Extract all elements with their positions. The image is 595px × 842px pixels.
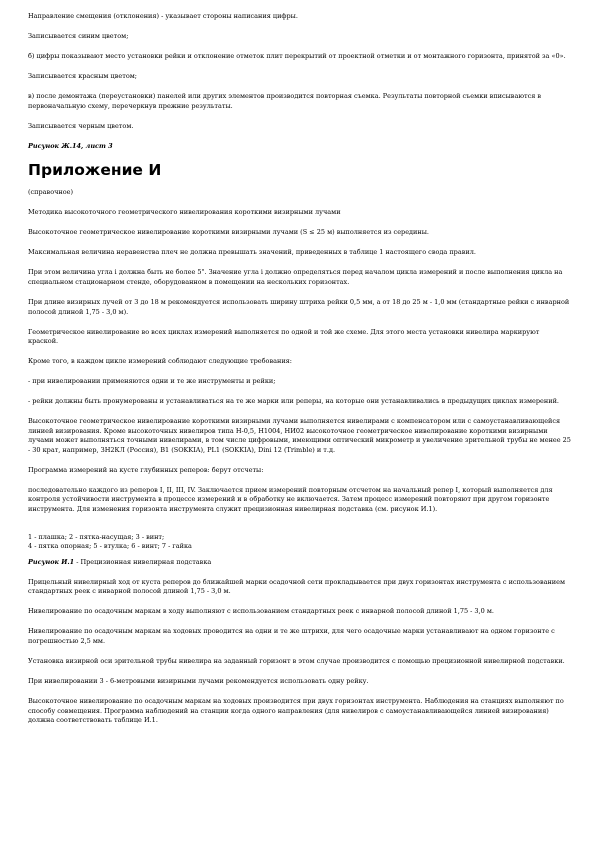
figure-caption-zh14: Рисунок Ж.14, лист 3: [28, 141, 113, 150]
paragraph: При этом величина угла i должна быть не более 5". Значение угла i должно определяться перед началом цикла измерений и после выполнения цикла на специальном стационарном стенде, оборудованном в помещении на нескольких горизонтах.: [28, 268, 563, 287]
figure-caption-i1: [28, 558, 571, 568]
paragraph: - при нивелировании применяются одни и те же инструменты и рейки;: [28, 377, 276, 386]
text-line-4: Записывается красным цветом;: [28, 71, 137, 80]
figure-caption-i1-label: Рисунок И.1: [28, 557, 75, 566]
text-line-6: Записывается черным цветом.: [28, 121, 134, 130]
paragraph: Программа измерений на кусте глубинных реперов: берут отсчеты:: [28, 465, 264, 474]
paragraph: Прицельный нивелирный ход от куста реперов до ближайшей марки осадочной сети прокладывается при двух горизонтах инструмента с использованием стандартных реек с инварной полосой длиной 1,75 - 3,0 м.: [28, 577, 566, 596]
paragraph: последовательно каждого из реперов I, II, III, IV. Заключается прием измерений повторным отсчетом на начальный репер I, который выполняется для контроля устойчивости инструмента в процессе измерений и в обработку не включается. Затем процесс измерений повторяют при другом горизонте инструмента. Для изменения горизонта инструмента служит прецизионная нивелирная подставка (см. рисунок И.1).: [28, 485, 553, 514]
paragraph: Максимальная величина неравенства плеч не должна превышать значений, приведенных в таблице 1 настоящего свода правил.: [28, 248, 476, 257]
paragraph: Геометрическое нивелирование во всех циклах измерений выполняется по одной и той же схеме. Для этого места установки нивелира маркируют краской.: [28, 327, 540, 346]
appendix-heading: Приложение И: [28, 161, 162, 180]
method-title: Методика высокоточного геометрического нивелирования короткими визирными лучами: [28, 208, 341, 217]
paragraph: Установка визирной оси зрительной трубы нивелира на заданный горизонт в этом случае производится с помощью прецизионной нивелирной подставки.: [28, 656, 565, 665]
paragraph: При нивелировании 3 - 6-метровыми визирными лучами рекомендуется использовать одну рейку.: [28, 676, 369, 685]
text-line-1: Направление смещения (отклонения) - указывает стороны написания цифры.: [28, 12, 298, 20]
paragraph: Высокоточное геометрическое нивелирование короткими визирными лучами (S ≤ 25 м) выполняется из середины.: [28, 228, 429, 237]
appendix-subheading: (справочное): [28, 188, 74, 197]
paragraph: - рейки должны быть пронумерованы и устанавливаться на те же марки или реперы, на которые они устанавливались в предыдущих циклах измерений.: [28, 397, 559, 406]
text-line-2: Записывается синим цветом;: [28, 31, 129, 40]
figure-legend: 1 - плашка; 2 - пятка-насущая; 3 - винт; 4 - пятка опорная; 5 - втулка; 6 - винт; 7 - гайка: [28, 532, 192, 551]
paragraph: Высокоточное нивелирование по осадочным маркам на ходовых производится при двух горизонтах инструмента. Наблюдения на станциях выполняют по способу совмещения. Программа наблюдений на станции когда одного направления (для нивелиров с самоустанавливающейся линией визирования) должна соответствовать таблице И.1.: [28, 696, 564, 725]
paragraph: Кроме того, в каждом цикле измерений соблюдают следующие требования:: [28, 357, 292, 366]
figure-caption-i1-text: - Прецизионная нивелирная подставка: [74, 557, 212, 566]
text-line-5: в) после демонтажа (переустановки) панелей или других элементов производится повторная съемка. Результаты повторной съемки вписываются в первоначальную схему, перечеркнув прежние результаты.: [28, 91, 542, 110]
text-line-3: б) цифры показывают место установки рейки и отклонение отметок плит перекрытий от проектной отметки и от монтажного горизонта, принятой за «0».: [28, 51, 566, 60]
paragraph: Высокоточное геометрическое нивелирование короткими визирными лучами выполняется нивелирами с компенсатором или с самоустанавливающейся линией визирования. Кроме высокоточных нивелиров типа Н-0,5, Н1004, НИ02 высокоточное геометрическое нивелирование короткими визирными лучами может выполняться точными нивелирами, в том числе цифровыми, имеющими оптический микрометр и увеличение зрительной трубы не менее 25 - 30 крат, например, ЗН2КЛ (Россия), В1 (SOKKIA), РL1 (SOKKIA), Dini 12 (Trimble) и т.д.: [28, 417, 571, 454]
paragraph: При длине визирных лучей от 3 до 18 м рекомендуется использовать ширину штриха рейки 0,5 мм, а от 18 до 25 м - 1,0 мм (стандартные рейки с инварной полосой длиной 1,75 - 3,0 м).: [28, 298, 570, 316]
paragraph: Нивелирование по осадочным маркам на ходовых проводится на одни и те же штрихи, для чего осадочные марки устанавливают на одном горизонте с погрешностью 2,5 мм.: [28, 627, 555, 645]
paragraph: Нивелирование по осадочным маркам в ходу выполняют с использованием стандартных реек с инварной полосой длиной 1,75 - 3,0 м.: [28, 607, 494, 616]
